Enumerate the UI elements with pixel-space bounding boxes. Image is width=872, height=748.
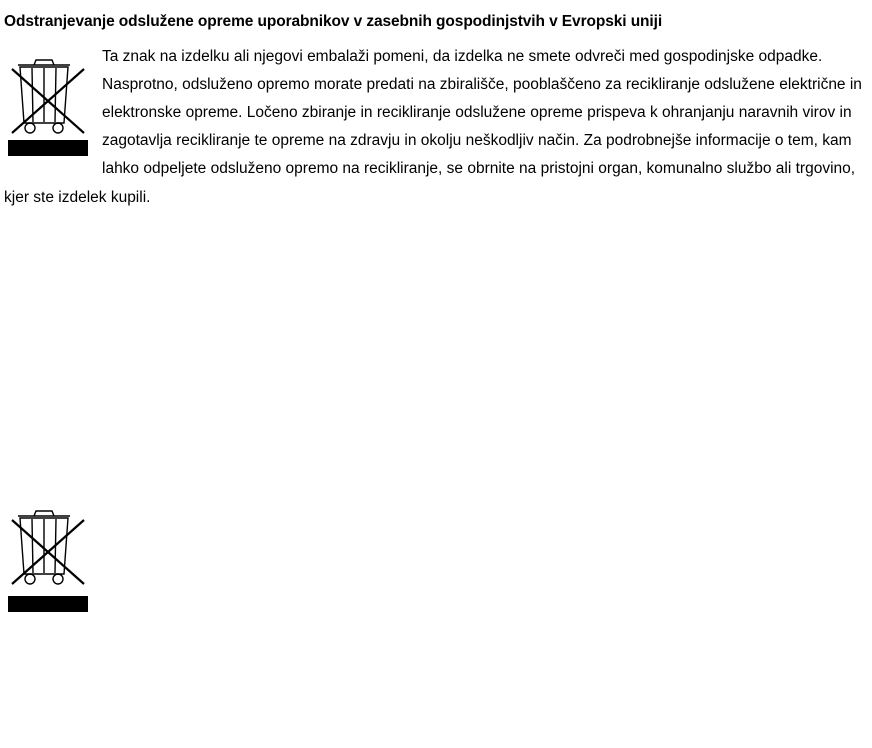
body-paragraph: Ta znak na izdelku ali njegovi embalaži pomeni, da izdelka ne smete odvreči med gospodinjske odpadke. Nasprotno, odsluženo opremo morate predati na zbirališče, pooblaščeno za recikliranje odslužene električne in elektronske opreme. Ločeno zbiranje in recikliranje odslužene opreme prispeva k ohranjanju naravnih virov in zagotavlja recikliranje te opreme na zdravju in okolju neškodljiv način. Za podrobnejše informacije o tem, kam lahko odpeljete odsluženo opremo na recikliranje, se obrnite na pristojni organ, komunalno službo ali trgovino, kjer ste izdelek kupili. [4, 47, 862, 206]
body-block [4, 43, 868, 212]
page-title: Odstranjevanje odslužene opreme uporabnikov v zasebnih gospodinjstvih v Evropski uniji [4, 13, 663, 30]
icon-solid-bar [8, 596, 88, 612]
crossed-out-wheeled-bin-icon [8, 49, 88, 156]
icon-solid-bar [8, 140, 88, 156]
crossed-out-wheeled-bin-icon [8, 500, 88, 612]
